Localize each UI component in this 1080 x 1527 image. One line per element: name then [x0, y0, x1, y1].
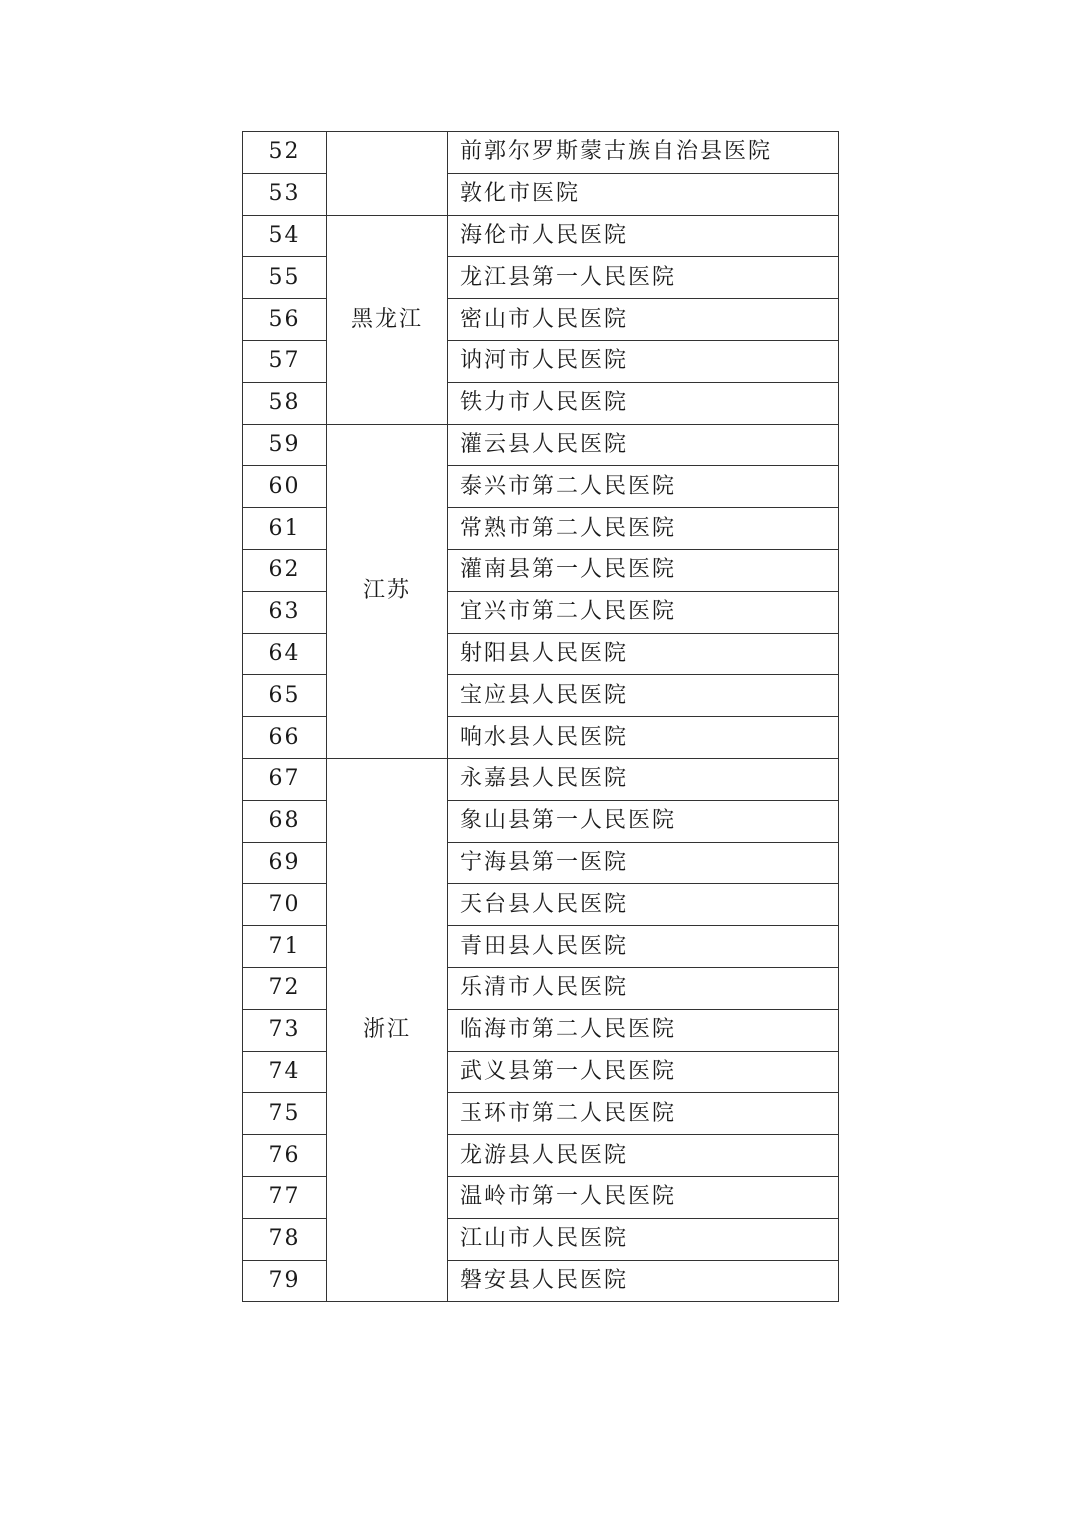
- hospital-name-cell: 磐安县人民医院: [448, 1260, 839, 1302]
- table-row: [243, 758, 839, 800]
- hospital-name-cell: 铁力市人民医院: [448, 382, 839, 424]
- hospital-name-cell: 宝应县人民医院: [448, 675, 839, 717]
- row-number-cell: 52: [243, 132, 327, 174]
- row-number-cell: 56: [243, 299, 327, 341]
- hospital-name-cell: 龙游县人民医院: [448, 1135, 839, 1177]
- row-number-cell: 72: [243, 967, 327, 1009]
- hospital-name-cell: 海伦市人民医院: [448, 215, 839, 257]
- province-cell: 江苏: [327, 424, 448, 758]
- hospital-name-cell: 宜兴市第二人民医院: [448, 591, 839, 633]
- row-number-cell: 54: [243, 215, 327, 257]
- province-cell: 黑龙江: [327, 215, 448, 424]
- row-number-cell: 65: [243, 675, 327, 717]
- hospital-name-cell: 玉环市第二人民医院: [448, 1093, 839, 1135]
- hospital-name-cell: 临海市第二人民医院: [448, 1009, 839, 1051]
- hospital-name-cell: 象山县第一人民医院: [448, 800, 839, 842]
- row-number-cell: 70: [243, 884, 327, 926]
- row-number-cell: 68: [243, 800, 327, 842]
- row-number-cell: 69: [243, 842, 327, 884]
- row-number-cell: 59: [243, 424, 327, 466]
- row-number-cell: 66: [243, 717, 327, 759]
- hospital-name-cell: 讷河市人民医院: [448, 340, 839, 382]
- row-number-cell: 64: [243, 633, 327, 675]
- row-number-cell: 55: [243, 257, 327, 299]
- hospital-name-cell: 灌南县第一人民医院: [448, 549, 839, 591]
- row-number-cell: 63: [243, 591, 327, 633]
- row-number-cell: 61: [243, 508, 327, 550]
- row-number-cell: 76: [243, 1135, 327, 1177]
- table-row: [243, 132, 839, 174]
- row-number-cell: 73: [243, 1009, 327, 1051]
- hospital-name-cell: 响水县人民医院: [448, 717, 839, 759]
- row-number-cell: 79: [243, 1260, 327, 1302]
- row-number-cell: 60: [243, 466, 327, 508]
- row-number-cell: 57: [243, 340, 327, 382]
- province-cell: [327, 132, 448, 216]
- table-row: [243, 424, 839, 466]
- row-number-cell: 77: [243, 1176, 327, 1218]
- hospital-name-cell: 青田县人民医院: [448, 926, 839, 968]
- hospital-name-cell: 乐清市人民医院: [448, 967, 839, 1009]
- hospital-name-cell: 天台县人民医院: [448, 884, 839, 926]
- row-number-cell: 75: [243, 1093, 327, 1135]
- row-number-cell: 53: [243, 173, 327, 215]
- row-number-cell: 67: [243, 758, 327, 800]
- hospital-name-cell: 敦化市医院: [448, 173, 839, 215]
- table-row: [243, 215, 839, 257]
- hospital-name-cell: 灌云县人民医院: [448, 424, 839, 466]
- province-cell: 浙江: [327, 758, 448, 1301]
- row-number-cell: 71: [243, 926, 327, 968]
- row-number-cell: 62: [243, 549, 327, 591]
- hospital-name-cell: 泰兴市第二人民医院: [448, 466, 839, 508]
- table-body: [243, 132, 839, 1302]
- row-number-cell: 58: [243, 382, 327, 424]
- hospital-name-cell: 武义县第一人民医院: [448, 1051, 839, 1093]
- hospital-name-cell: 常熟市第二人民医院: [448, 508, 839, 550]
- row-number-cell: 74: [243, 1051, 327, 1093]
- hospital-name-cell: 宁海县第一医院: [448, 842, 839, 884]
- hospital-name-cell: 江山市人民医院: [448, 1218, 839, 1260]
- row-number-cell: 78: [243, 1218, 327, 1260]
- hospital-name-cell: 永嘉县人民医院: [448, 758, 839, 800]
- hospital-name-cell: 前郭尔罗斯蒙古族自治县医院: [448, 132, 839, 174]
- hospital-name-cell: 密山市人民医院: [448, 299, 839, 341]
- hospital-name-cell: 射阳县人民医院: [448, 633, 839, 675]
- hospital-list-table: [242, 131, 839, 1302]
- hospital-name-cell: 温岭市第一人民医院: [448, 1176, 839, 1218]
- hospital-name-cell: 龙江县第一人民医院: [448, 257, 839, 299]
